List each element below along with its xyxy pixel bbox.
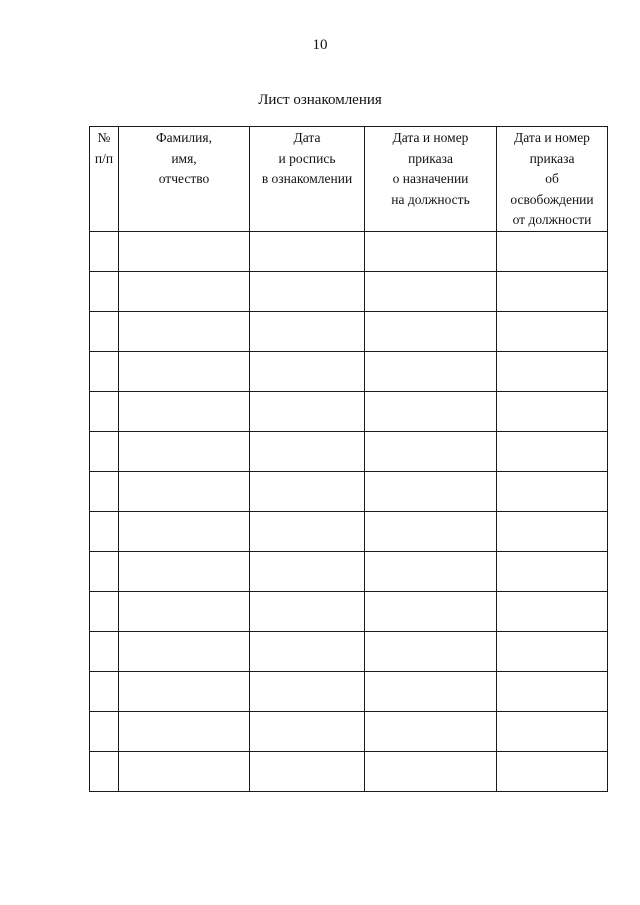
cell-full-name — [119, 751, 250, 791]
table-row — [90, 671, 608, 711]
header-dismissal-order-line-3: об — [545, 171, 559, 186]
cell-date-signature — [250, 391, 365, 431]
header-appointment-order-line-3: о назначении — [392, 171, 469, 186]
cell-date-signature — [250, 711, 365, 751]
table-row — [90, 511, 608, 551]
cell-dismissal-order — [497, 591, 608, 631]
cell-dismissal-order — [497, 471, 608, 511]
table-row — [90, 431, 608, 471]
cell-appointment-order — [365, 551, 497, 591]
header-dismissal-order-line-2: приказа — [529, 150, 575, 166]
table-row — [90, 351, 608, 391]
cell-number — [90, 551, 119, 591]
header-date-signature-line-2: и роспись — [278, 150, 336, 166]
header-row — [90, 127, 608, 232]
cell-dismissal-order — [497, 311, 608, 351]
header-full-name — [119, 127, 250, 232]
header-appointment-order-line-2: приказа — [408, 150, 453, 166]
cell-number — [90, 671, 119, 711]
cell-dismissal-order — [497, 631, 608, 671]
header-appointment-order — [365, 127, 497, 232]
cell-appointment-order — [365, 591, 497, 631]
cell-dismissal-order — [497, 511, 608, 551]
cell-full-name — [119, 271, 250, 311]
table-row — [90, 591, 608, 631]
cell-appointment-order — [365, 631, 497, 671]
table-row — [90, 551, 608, 591]
header-date-signature-line-1: Дата — [293, 130, 321, 145]
header-dismissal-order-line-4: освобождении — [510, 191, 594, 207]
header-number-line-2: п/п — [94, 150, 114, 166]
cell-dismissal-order — [497, 231, 608, 271]
cell-dismissal-order — [497, 391, 608, 431]
cell-number — [90, 351, 119, 391]
cell-appointment-order — [365, 711, 497, 751]
cell-appointment-order — [365, 431, 497, 471]
cell-number — [90, 391, 119, 431]
cell-full-name — [119, 711, 250, 751]
cell-dismissal-order — [497, 271, 608, 311]
document-title: Лист ознакомления — [258, 92, 382, 108]
cell-dismissal-order — [497, 751, 608, 791]
cell-full-name — [119, 471, 250, 511]
header-full-name-line-3: отчество — [158, 171, 210, 186]
cell-full-name — [119, 431, 250, 471]
cell-date-signature — [250, 311, 365, 351]
cell-appointment-order — [365, 671, 497, 711]
cell-date-signature — [250, 231, 365, 271]
cell-appointment-order — [365, 751, 497, 791]
cell-appointment-order — [365, 351, 497, 391]
cell-dismissal-order — [497, 711, 608, 751]
table-body — [90, 231, 608, 791]
cell-full-name — [119, 351, 250, 391]
table-row — [90, 751, 608, 791]
cell-dismissal-order — [497, 431, 608, 471]
header-appointment-order-line-4: на должность — [391, 191, 470, 207]
table-row — [90, 271, 608, 311]
cell-date-signature — [250, 751, 365, 791]
cell-number — [90, 231, 119, 271]
cell-date-signature — [250, 551, 365, 591]
cell-date-signature — [250, 591, 365, 631]
cell-number — [90, 511, 119, 551]
header-date-signature — [250, 127, 365, 232]
acknowledgement-table — [89, 126, 608, 792]
cell-date-signature — [250, 671, 365, 711]
table-row — [90, 471, 608, 511]
cell-dismissal-order — [497, 551, 608, 591]
table-row — [90, 391, 608, 431]
header-date-signature-line-3: в ознакомлении — [261, 171, 353, 186]
table-row — [90, 711, 608, 751]
table-row — [90, 231, 608, 271]
cell-full-name — [119, 391, 250, 431]
cell-number — [90, 431, 119, 471]
header-full-name-line-1: Фамилия, — [156, 130, 212, 145]
cell-appointment-order — [365, 391, 497, 431]
cell-number — [90, 711, 119, 751]
cell-number — [90, 471, 119, 511]
cell-appointment-order — [365, 311, 497, 351]
cell-number — [90, 311, 119, 351]
cell-number — [90, 271, 119, 311]
cell-dismissal-order — [497, 671, 608, 711]
cell-number — [90, 751, 119, 791]
cell-appointment-order — [365, 271, 497, 311]
header-number-line-1: № — [97, 130, 111, 145]
cell-date-signature — [250, 471, 365, 511]
cell-full-name — [119, 631, 250, 671]
header-dismissal-order-line-5: от должности — [512, 212, 592, 227]
cell-full-name — [119, 671, 250, 711]
cell-dismissal-order — [497, 351, 608, 391]
cell-number — [90, 631, 119, 671]
table-row — [90, 311, 608, 351]
header-dismissal-order — [497, 127, 608, 232]
cell-appointment-order — [365, 231, 497, 271]
cell-date-signature — [250, 431, 365, 471]
header-full-name-line-2: имя, — [171, 150, 197, 166]
cell-full-name — [119, 231, 250, 271]
cell-appointment-order — [365, 471, 497, 511]
cell-full-name — [119, 511, 250, 551]
cell-date-signature — [250, 351, 365, 391]
page-number: 10 — [312, 37, 328, 53]
header-number — [90, 127, 119, 232]
cell-full-name — [119, 311, 250, 351]
cell-date-signature — [250, 271, 365, 311]
header-dismissal-order-line-1: Дата и номер — [514, 130, 590, 145]
table-row — [90, 631, 608, 671]
cell-date-signature — [250, 511, 365, 551]
header-appointment-order-line-1: Дата и номер — [392, 130, 469, 145]
cell-full-name — [119, 551, 250, 591]
cell-date-signature — [250, 631, 365, 671]
cell-full-name — [119, 591, 250, 631]
cell-appointment-order — [365, 511, 497, 551]
cell-number — [90, 591, 119, 631]
